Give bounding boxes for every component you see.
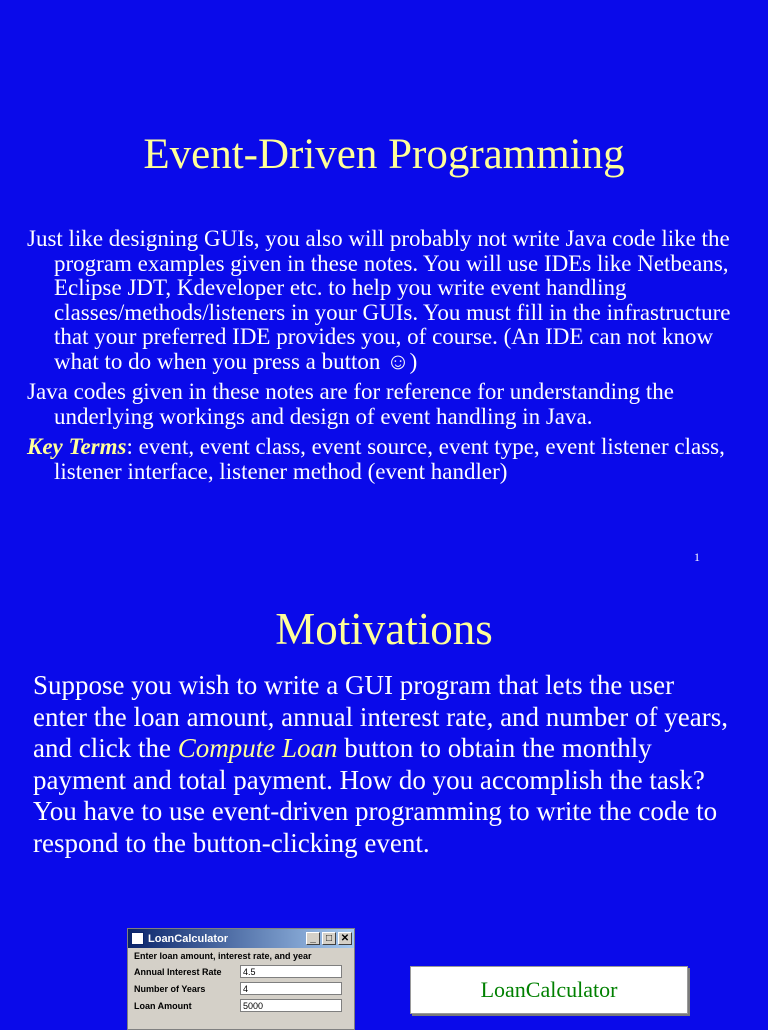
- window-titlebar[interactable]: [128, 929, 354, 948]
- paragraph-text-end: button to obtain the monthly payment and total payment. How do you accomplish the task? You have to use event-driven programming to write the code to respond to the button-clicking event.: [33, 733, 718, 858]
- slide-body: [27, 227, 739, 490]
- bullet-text: Just like designing GUIs, you also will probably not write Java code like the program examples given in these notes. You will use IDEs like Netbeans, Eclipse JDT, Kdeveloper etc. to help you write event handling classes/methods/listeners in your GUIs. You must fill in the infrastructure that your preferred IDE provides you, of course. (An IDE can not know what to do when you press a button: [27, 226, 731, 374]
- panel-header: Enter loan amount, interest rate, and year: [134, 951, 312, 961]
- form-row-loan-amount: [128, 997, 354, 1014]
- slide-title: Motivations: [275, 604, 493, 654]
- form-row-interest-rate: [128, 963, 354, 980]
- loan-amount-input[interactable]: 5000: [240, 999, 342, 1012]
- minimize-button[interactable]: _: [306, 932, 320, 945]
- java-app-icon: [131, 932, 144, 945]
- key-terms-text: : event, event class, event source, event type, event listener class, listener interface, listener method (event handler): [54, 434, 725, 484]
- loan-calculator-button[interactable]: LoanCalculator: [410, 966, 688, 1014]
- window-title: LoanCalculator: [148, 932, 229, 945]
- slide-body: [33, 670, 733, 860]
- slide-motivations: [0, 576, 768, 1024]
- years-input[interactable]: 4: [240, 982, 342, 995]
- maximize-button[interactable]: □: [322, 932, 336, 945]
- field-label: Annual Interest Rate: [134, 966, 222, 977]
- field-label: Number of Years: [134, 983, 206, 994]
- form-row-years: [128, 980, 354, 997]
- close-button[interactable]: ✕: [338, 932, 352, 945]
- paragraph-text: Suppose you wish to write a GUI program that lets the user enter the loan amount, annual interest rate, and number of years, and click the: [33, 670, 728, 764]
- page-number: 1: [694, 550, 700, 564]
- key-terms-label: Key Terms: [27, 434, 127, 459]
- bullet-text-end: ): [409, 348, 418, 374]
- bullet-reference-note: Java codes given in these notes are for reference for understanding the underlying workings and design of event handling in Java.: [27, 379, 674, 429]
- field-label: Loan Amount: [134, 1000, 192, 1011]
- bullet-ide-note: [27, 227, 739, 374]
- bullet-key-terms: [27, 435, 739, 484]
- slide-title: Event-Driven Programming: [143, 131, 625, 178]
- interest-rate-input[interactable]: 4.5: [240, 965, 342, 978]
- compute-loan-emphasis: Compute Loan: [177, 733, 338, 764]
- loan-calculator-window: [127, 928, 355, 1030]
- motivation-paragraph: [33, 670, 733, 860]
- smiley-icon: ☺: [386, 348, 410, 374]
